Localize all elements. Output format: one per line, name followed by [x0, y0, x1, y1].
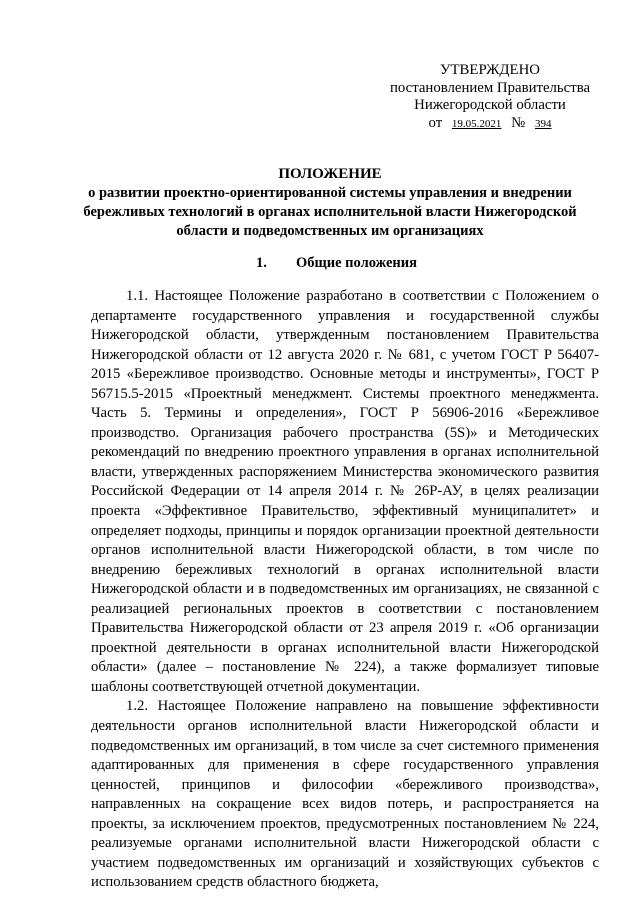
approval-from-label: от: [428, 114, 443, 131]
approval-line-3: Нижегородской области: [414, 97, 566, 113]
title-subject: о развитии проектно-ориентированной системы управления и внедрении бережливых технологий в органах исполнительной власти Нижегородской области и подведомственных им организациях: [83, 185, 577, 239]
title-heading: ПОЛОЖЕНИЕ: [278, 166, 382, 182]
approval-number: 394: [534, 117, 552, 130]
paragraph-1-1: 1.1. Настоящее Положение разработано в соответствии с Положением о департаменте государственного управления и государственной службы Нижегородской области, утвержденным постановлением Правительства Нижегородской области от 12 августа 2020 г. № 681, с учетом ГОСТ Р 56407-2015 «Бережливое производство. Основные методы и инструменты», ГОСТ Р 56715.5-2015 «Проектный менеджмент. Системы проектного менеджмента. Часть 5. Термины и определения», ГОСТ Р 56906-2016 «Бережливое производство. Организация рабочего пространства (5S)» и Методических рекомендаций по внедрению проектного управления в органах исполнительной власти, утвержденных распоряжением Министерства экономического развития Российской Федерации от 14 апреля 2014 г. № 26Р-АУ, в целях реализации проекта «Эффективное Правительство, эффективный муниципалитет» и определяет подходы, принципы и порядок организации проектной деятельности органов исполнительной власти Нижегородской области, в том числе по внедрению бережливых технологий в органах исполнительной власти Нижегородской области и в подведомственных им организациях, не связанной с реализацией региональных проектов в соответствии с постановлением Правительства Нижегородской области от 23 апреля 2019 г. «Об организации проектной деятельности в органах исполнительной власти Нижегородской области» (далее – постановление № 224), а также формализует типовые шаблоны соответствующей отчетной документации.: [91, 288, 599, 695]
section-heading: [256, 255, 417, 272]
document-title: [80, 165, 580, 241]
approval-stamp: [370, 62, 610, 133]
approval-line-2: постановлением Правительства: [389, 79, 591, 96]
approval-heading: УТВЕРЖДЕНО: [440, 62, 540, 78]
approval-date-line: [370, 115, 610, 134]
approval-date: 19.05.2021: [451, 117, 502, 130]
document-body: [91, 287, 599, 893]
section-number: 1.: [256, 255, 267, 271]
approval-number-sign: №: [511, 114, 526, 131]
paragraph-1-2: 1.2. Настоящее Положение направлено на повышение эффективности деятельности органов исполнительной власти Нижегородской области и подведомственных им организаций, в том числе за счет системного применения адаптированных для применения в сфере государственного управления ценностей, принципов и философии «бережливого производства», направленных на сокращение всех видов потерь, и распространяется на проекты, за исключением проектов, предусмотренных постановлением № 224, реализуемые органами исполнительной власти Нижегородской области с участием подведомственных им организаций и хозяйствующих субъектов с использованием средств областного бюджета,: [91, 698, 599, 891]
section-title: Общие положения: [296, 255, 417, 271]
